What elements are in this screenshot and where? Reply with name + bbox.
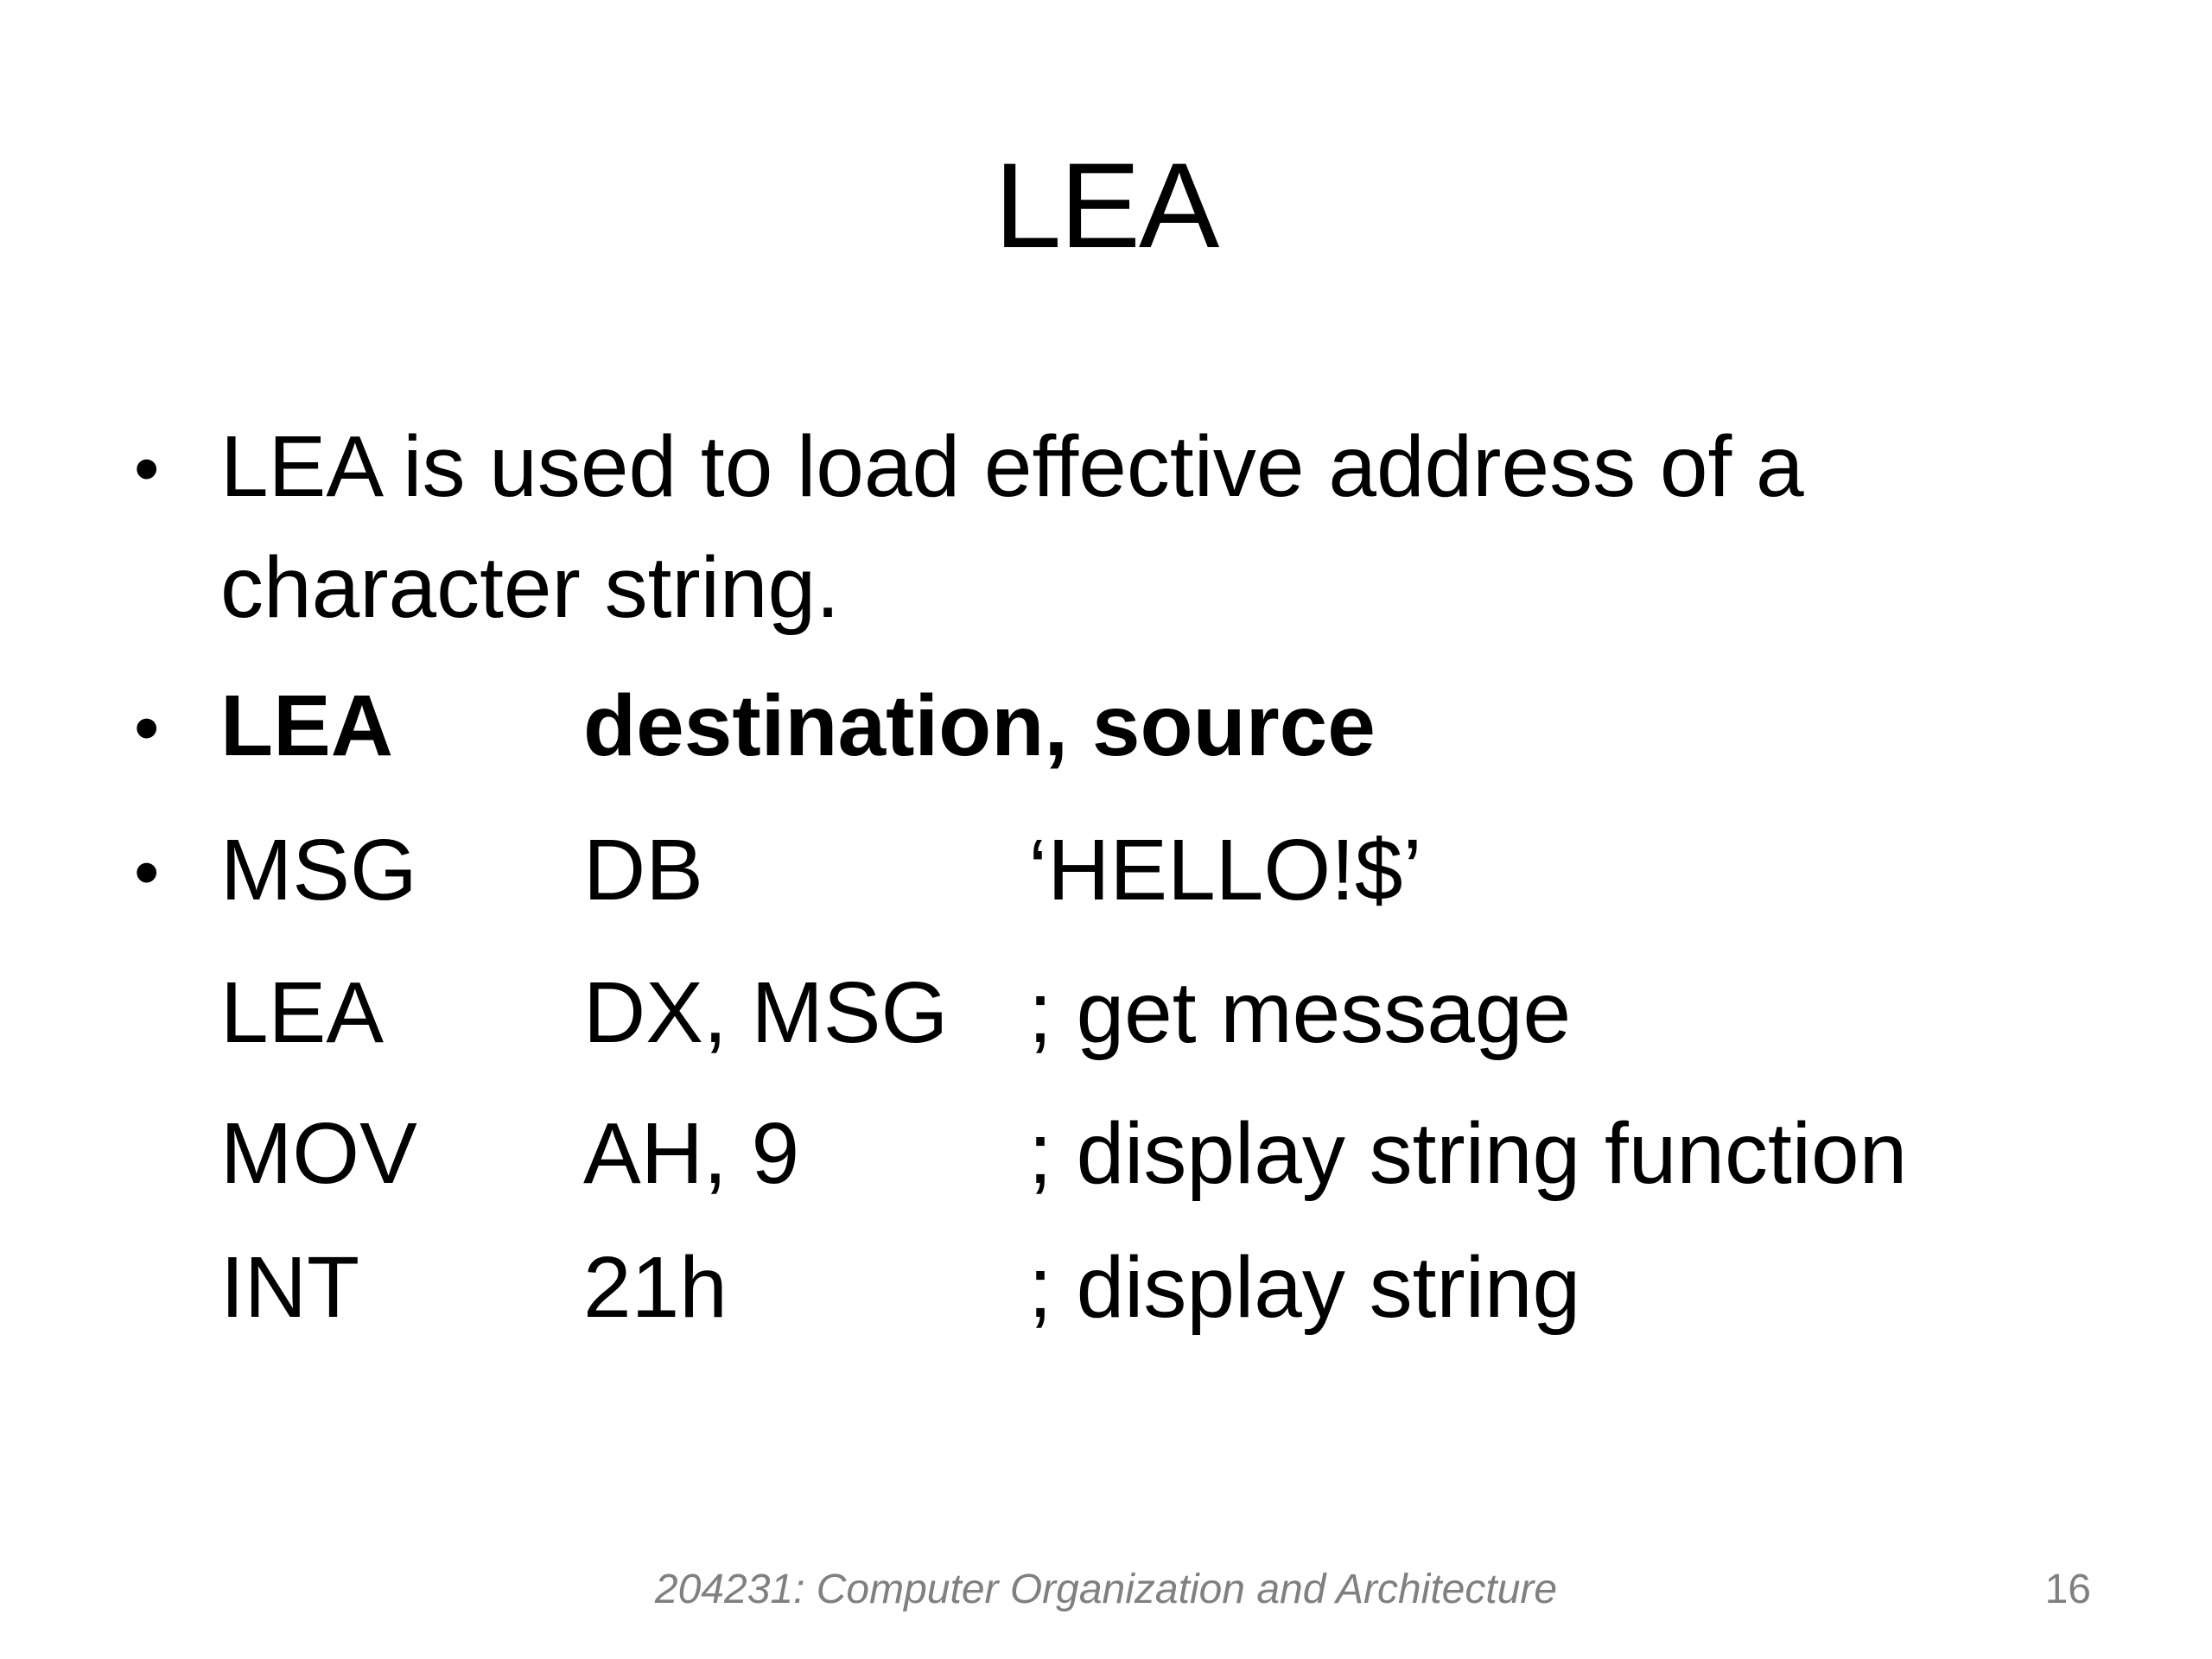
code-line-2-op: DX, MSG (583, 964, 949, 1061)
bullet-dot-icon: • (134, 831, 160, 912)
slide-footer: 204231: Computer Organization and Architecture (654, 1567, 1558, 1612)
code-line-1-label: MSG (220, 822, 417, 918)
bullet-1-line-1: LEA is used to load effective address of a (220, 418, 1804, 515)
code-line-2-label: LEA (220, 964, 385, 1061)
bullet-dot-icon: • (134, 428, 160, 509)
code-line-4-op: 21h (583, 1239, 728, 1336)
code-line-4-label: INT (220, 1239, 360, 1336)
page-number: 16 (2044, 1567, 2091, 1612)
syntax-operands: destination, source (583, 677, 1376, 774)
code-line-3-op: AH, 9 (583, 1105, 800, 1202)
code-line-3-comment: ; display string function (1028, 1105, 1908, 1202)
code-line-1-op: DB (583, 822, 703, 918)
syntax-instruction: LEA (220, 677, 393, 774)
code-line-2-comment: ; get message (1028, 964, 1572, 1061)
slide-title: LEA (994, 137, 1218, 273)
bullet-dot-icon: • (134, 687, 160, 768)
bullet-1-line-2: character string. (220, 539, 840, 636)
code-line-4-comment: ; display string (1028, 1239, 1581, 1336)
code-line-3-label: MOV (220, 1105, 417, 1202)
code-line-1-arg: ‘HELLO!$’ (1028, 822, 1422, 918)
